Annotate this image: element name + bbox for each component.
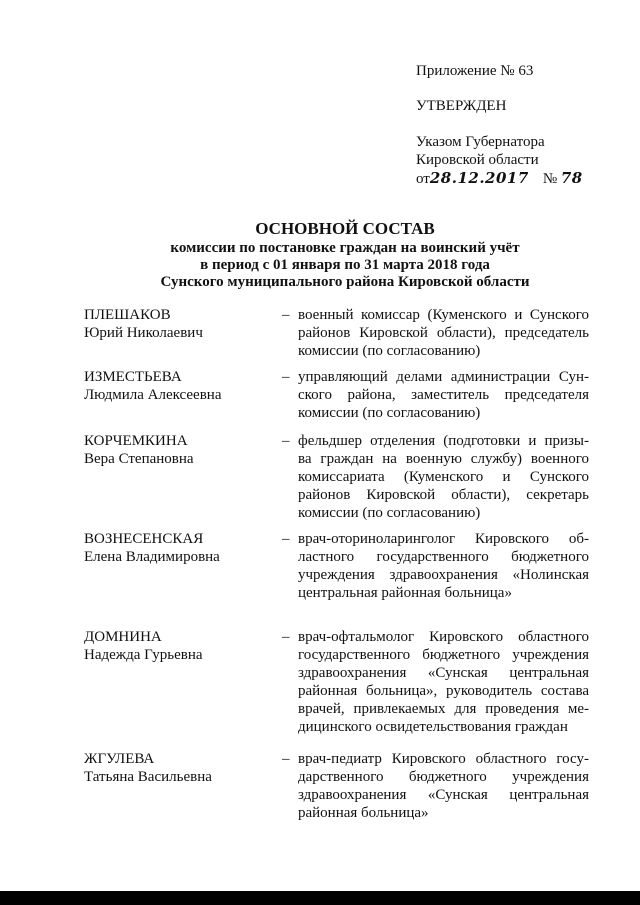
role-line: комиссариата (Куменского и Сунского [298, 469, 589, 485]
member-given-names: Татьяна Васильевна [84, 769, 212, 785]
approved-label: УТВЕРЖДЕН [416, 98, 507, 114]
member-entry [84, 368, 589, 432]
handwritten-number: 78 [560, 169, 583, 187]
role-line: врач-офтальмолог Кировского областного [298, 629, 589, 645]
member-role [298, 750, 589, 822]
role-line: районов Кировской области), секретарь [298, 487, 589, 503]
date-prefix: от [416, 171, 430, 187]
role-line: управляющий делами администрации Сун- [298, 369, 589, 385]
role-line: врач-педиатр Кировского областного госу- [298, 751, 589, 767]
member-surname: ДОМНИНА [84, 629, 162, 645]
member-name [84, 368, 274, 404]
member-entry [84, 432, 589, 530]
decree-line-1: Указом Губернатора [416, 134, 545, 150]
role-line: центральная районная больница» [298, 585, 512, 601]
member-given-names: Юрий Николаевич [84, 325, 203, 341]
member-role [298, 432, 589, 522]
dash-separator: – [282, 751, 290, 767]
role-line: районная больница» [298, 805, 429, 821]
role-line: районная больница», руководитель состава [298, 683, 589, 699]
member-name [84, 628, 274, 664]
dash-separator: – [282, 369, 290, 385]
dash-separator: – [282, 531, 290, 547]
member-entry [84, 628, 589, 750]
member-role [298, 368, 589, 422]
role-line: военный комиссар (Куменского и Сунского [298, 307, 589, 323]
decree-line-2: Кировской области [416, 152, 539, 168]
approval-block [416, 62, 626, 188]
subtitle-line-2: в период с 01 января по 31 марта 2018 года [200, 257, 490, 273]
scan-edge-bar [0, 891, 640, 905]
role-line: ского района, заместитель председателя [298, 387, 589, 403]
member-entry [84, 750, 589, 830]
member-surname: ПЛЕШАКОВ [84, 307, 171, 323]
dash-separator: – [282, 307, 290, 323]
role-line: врачей, привлекаемых для проведения ме- [298, 701, 589, 717]
document-title: ОСНОВНОЙ СОСТАВ [255, 219, 435, 238]
subtitle-line-3: Сунского муниципального района Кировской области [160, 274, 530, 290]
role-line: дицинского освидетельствования граждан [298, 719, 568, 735]
role-line: комиссии (по согласованию) [298, 343, 481, 359]
member-role [298, 306, 589, 360]
member-name [84, 530, 274, 566]
number-label: № [542, 171, 558, 187]
appendix-number: Приложение № 63 [416, 63, 534, 79]
role-line: ва граждан на военную службу) военного [298, 451, 589, 467]
commission-member-list [84, 306, 589, 830]
role-line: ластного государственного бюджетного [298, 549, 589, 565]
handwritten-date: 28.12.2017 [429, 169, 529, 187]
member-given-names: Надежда Гурьевна [84, 647, 203, 663]
member-surname: КОРЧЕМКИНА [84, 433, 188, 449]
member-entry [84, 530, 589, 628]
member-given-names: Елена Владимировна [84, 549, 220, 565]
role-line: дарственного бюджетного учреждения [298, 769, 589, 785]
member-name [84, 306, 274, 342]
document-title-block [0, 218, 640, 291]
role-line: учреждения здравоохранения «Нолинская [298, 567, 589, 583]
dash-separator: – [282, 629, 290, 645]
member-entry [84, 306, 589, 368]
role-line: комиссии (по согласованию) [298, 405, 481, 421]
role-line: комиссии (по согласованию) [298, 505, 481, 521]
member-surname: ЖГУЛЕВА [84, 751, 155, 767]
role-line: врач-оториноларинголог Кировского об- [298, 531, 589, 547]
member-given-names: Людмила Алексеевна [84, 387, 222, 403]
member-role [298, 628, 589, 736]
decree-date-line [416, 169, 626, 188]
role-line: здравоохранения «Сунская центральная [298, 665, 589, 681]
subtitle-line-1: комиссии по постановке граждан на воинский учёт [170, 240, 520, 256]
member-surname: ВОЗНЕСЕНСКАЯ [84, 531, 204, 547]
member-surname: ИЗМЕСТЬЕВА [84, 369, 182, 385]
role-line: фельдшер отделения (подготовки и призы- [298, 433, 589, 449]
dash-separator: – [282, 433, 290, 449]
member-given-names: Вера Степановна [84, 451, 194, 467]
role-line: здравоохранения «Сунская центральная [298, 787, 589, 803]
member-name [84, 750, 274, 786]
member-name [84, 432, 274, 468]
role-line: районов Кировской области), председатель [298, 325, 589, 341]
member-role [298, 530, 589, 602]
role-line: государственного бюджетного учреждения [298, 647, 589, 663]
